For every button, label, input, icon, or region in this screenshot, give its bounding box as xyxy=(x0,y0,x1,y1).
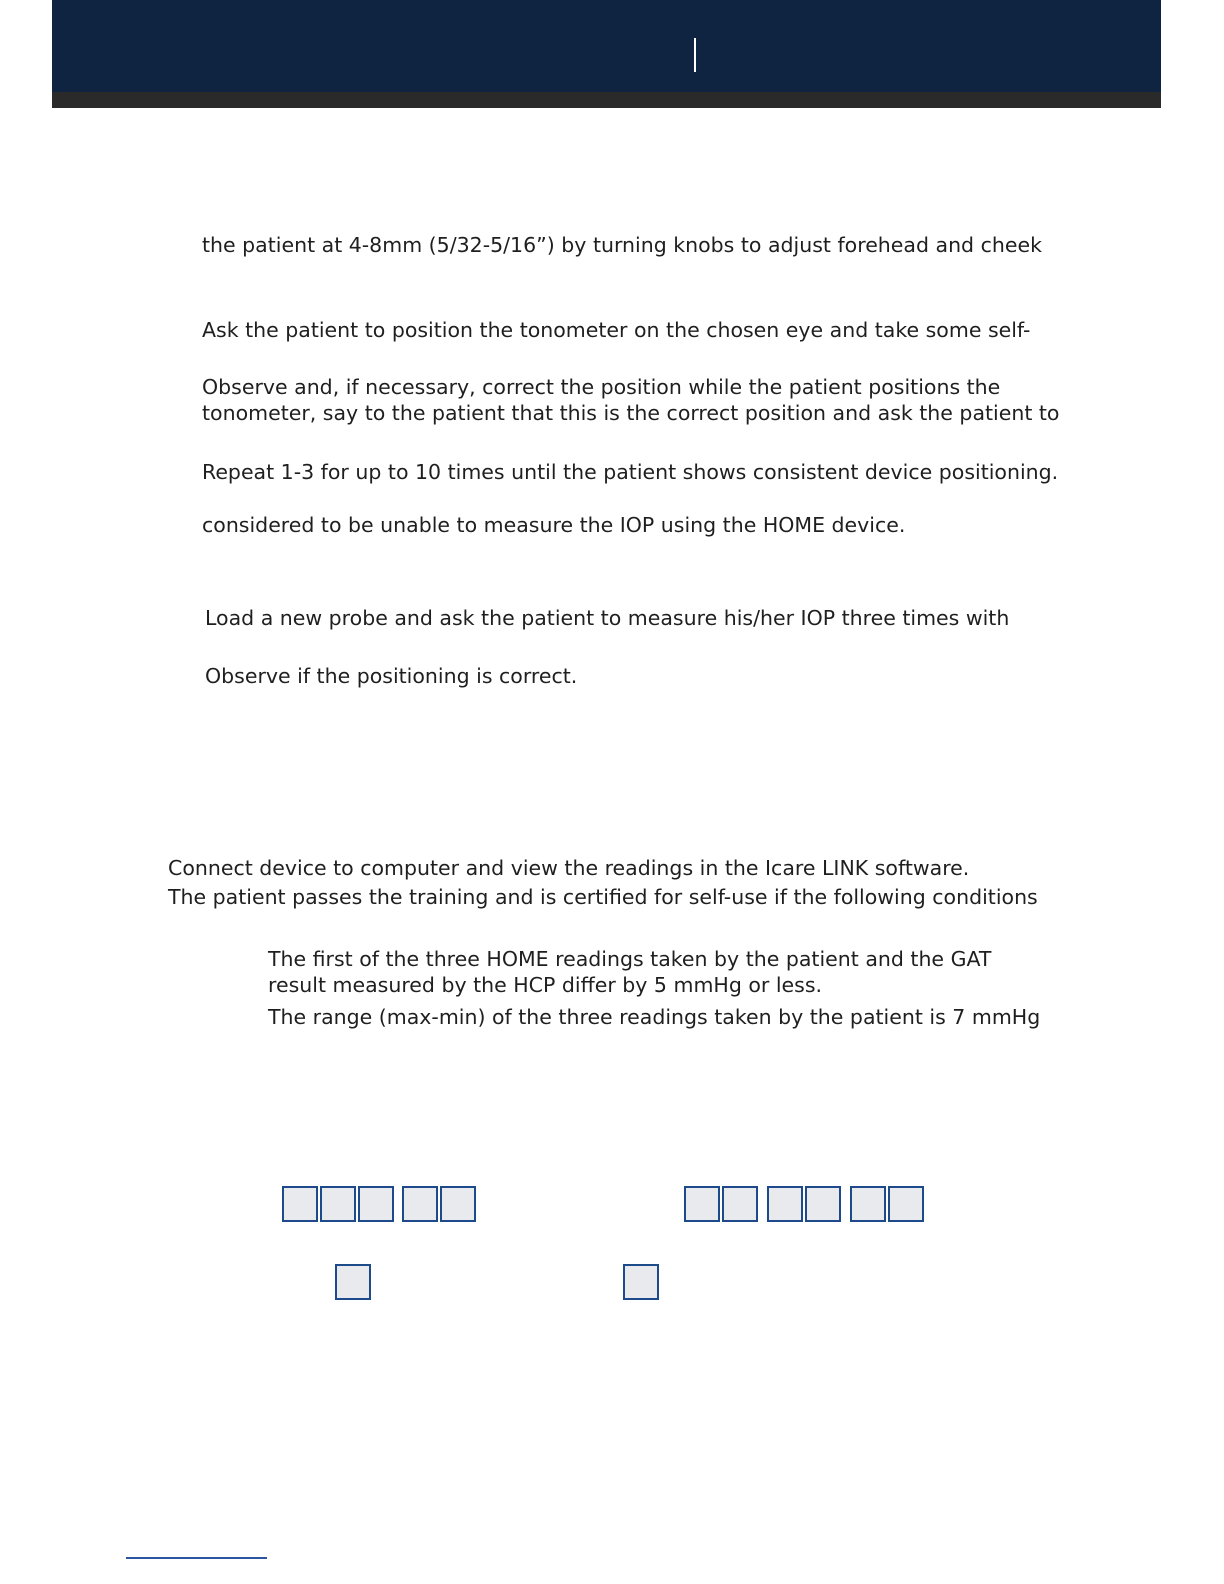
header-band xyxy=(52,0,1161,92)
date-right-digit-5[interactable] xyxy=(850,1186,886,1222)
footer-rule xyxy=(126,1557,267,1559)
step-text-self-position: Ask the patient to position the tonometer on the chosen eye and take some self- xyxy=(202,318,1031,342)
measure-text-load-probe: Load a new probe and ask the patient to measure his/her IOP three times with xyxy=(205,606,1010,630)
date-left-digit-4[interactable] xyxy=(402,1186,438,1222)
measure-text-observe: Observe if the positioning is correct. xyxy=(205,664,578,688)
header-underbar xyxy=(52,92,1161,108)
step-text-observe-correct: Observe and, if necessary, correct the position while the patient positions the xyxy=(202,375,1001,399)
date-left-digit-1[interactable] xyxy=(282,1186,318,1222)
date-right-digit-1[interactable] xyxy=(684,1186,720,1222)
cert-condition-gat-cont: result measured by the HCP differ by 5 mmHg or less. xyxy=(268,973,823,997)
date-right-digit-3[interactable] xyxy=(767,1186,803,1222)
pass-checkbox[interactable] xyxy=(335,1264,371,1300)
step-text-repeat: Repeat 1-3 for up to 10 times until the patient shows consistent device positioning. xyxy=(202,460,1059,484)
date-left-digit-5[interactable] xyxy=(440,1186,476,1222)
cert-text-connect: Connect device to computer and view the readings in the Icare LINK software. xyxy=(168,856,970,880)
date-right-digit-4[interactable] xyxy=(805,1186,841,1222)
step-text-unable: considered to be unable to measure the IOP using the HOME device. xyxy=(202,513,906,537)
date-right-digit-6[interactable] xyxy=(888,1186,924,1222)
step-text-observe-correct-cont: tonometer, say to the patient that this is the correct position and ask the patient to xyxy=(202,401,1060,425)
date-left-digit-2[interactable] xyxy=(320,1186,356,1222)
step-text-forehead-adjust: the patient at 4-8mm (5/32-5/16”) by turning knobs to adjust forehead and cheek xyxy=(202,233,1042,257)
cert-condition-gat: The first of the three HOME readings taken by the patient and the GAT xyxy=(268,947,992,971)
date-right-digit-2[interactable] xyxy=(722,1186,758,1222)
cert-condition-range: The range (max-min) of the three readings taken by the patient is 7 mmHg xyxy=(268,1005,1041,1029)
date-left-digit-3[interactable] xyxy=(358,1186,394,1222)
cert-text-passes: The patient passes the training and is certified for self-use if the following conditions xyxy=(168,885,1038,909)
header-divider xyxy=(694,38,696,72)
fail-checkbox[interactable] xyxy=(623,1264,659,1300)
